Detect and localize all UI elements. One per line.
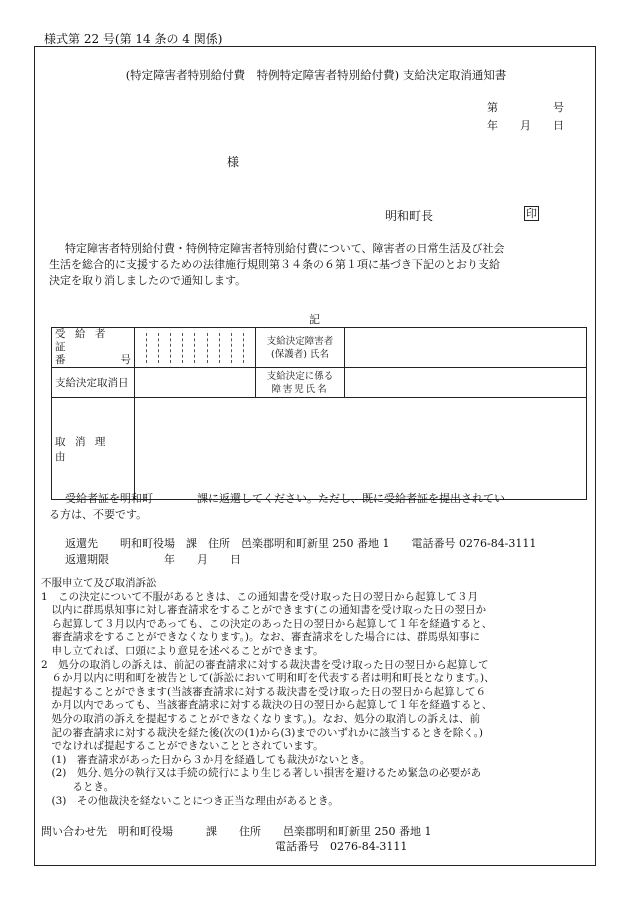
appeal-line: 記の審査請求に対する裁決を経た後(次の(1)から(3)までのいずれかに該当するときを除く。) [41,726,483,739]
body-line: 特定障害者特別給付費・特例特定障害者特別給付費について、障害者の日常生活及び社会 [65,242,505,255]
recipient-suffix: 様 [227,155,240,169]
document-date: 年 月 日 [487,119,564,132]
appeal-line: 審査請求をすることができなくなります。)。なお、審査請求をした場合には、群馬県知事に [41,631,481,644]
notice-body [49,241,585,289]
notice-title: (特定障害者特別給付費 特例特定障害者特別給付費) 支給決定取消通知書 [125,68,507,82]
guardian-name-label: 支給決定障害者 (保護者) 氏名 [256,328,345,368]
appeal-section [41,577,591,808]
appeal-line: 2 処分の取消しの訴えは、前記の審査請求に対する裁決書を受け取った日の翌日から起算して [41,658,489,671]
child-name-label: 支給決定に係る 障害児氏名 [256,368,345,398]
cert-number-cells[interactable] [135,328,256,368]
appeal-line: (2) 処分､処分の執行又は手続の続行により生じる著しい損害を避けるため緊急の必要があ [41,767,482,780]
appeal-line: 申し立てれば、口頭により意見を述べることができます。 [41,644,324,657]
notice-frame [34,46,596,866]
return-destination: 返還先 明和町役場 課 住所 邑楽郡明和町新里 250 番地 1 電話番号 0276-84-3111 [65,537,537,550]
body-line: 決定を取り消しましたので通知します。 [49,274,247,287]
appeal-line: 1 この決定について不服があるときは、この通知書を受け取った日の翌日から起算して３月 [41,590,478,603]
body-line: 生活を総合的に支援するための法律施行規則第３４条の６第１項に基づき下記のとおり支給 [49,258,500,271]
reason-label: 取消理由 [52,398,135,500]
appeal-line: ６か月以内に明和町を被告として(訴訟において明和町を代表する者は明和町長となります。)、 [41,672,495,685]
reason-value[interactable] [135,398,587,500]
appeal-title: 不服申立て及び取消訴訟 [41,577,157,589]
appeal-line: (3) その他裁決を経ないことにつき正当な理由があるとき。 [41,794,339,807]
form-number: 様式第 22 号(第 14 条の 4 関係) [44,32,223,46]
seal-mark: 印 [526,207,537,220]
return-notice: 受給者証を明和町 課に返還してください。ただし、既に受給者証を提出されてい る方は、不要です。 [49,492,505,521]
appeal-line: るとき。 [41,780,115,793]
document-number: 第 号 [487,101,564,114]
cancel-date-label: 支給決定取消日 [52,368,135,398]
appeal-line: でなければ提起することができないこととされています。 [41,740,324,753]
ki-heading: 記 [309,313,320,326]
appeal-line: 処分の取消の訴えを提起することができなくなります。)。なお、処分の取消しの訴えは、前 [41,712,481,725]
record-table [51,327,587,500]
contact-info: 問い合わせ先 明和町役場 課 住所 邑楽郡明和町新里 250 番地 1 [41,825,432,838]
guardian-name-value[interactable] [345,328,587,368]
appeal-line: 提起することができます(当該審査請求に対する裁決書を受け取った日の翌日から起算して６ [41,685,487,698]
contact-phone: 電話番号 0276-84-3111 [275,840,408,853]
child-name-value[interactable] [345,368,587,398]
cancel-date-value[interactable] [135,368,256,398]
appeal-line: か月以内であっても、当該審査請求に対する裁決の日の翌日から起算して１年を経過すると、 [41,699,493,712]
appeal-line: (1) 審査請求があった日から３か月を経過しても裁決がないとき。 [41,753,371,766]
issuer-name: 明和町長 [385,209,434,223]
cert-number-label: 受給者証 番 号 [52,328,135,368]
return-deadline: 返還期限 年 月 日 [65,553,241,566]
appeal-line: ら起算して３月以内であっても、この決定のあった日の翌日から起算して１年を経過すると、 [41,617,493,630]
appeal-line: 以内に群馬県知事に対し審査請求をすることができます(この通知書を受け取った日の翌日か [41,604,487,617]
